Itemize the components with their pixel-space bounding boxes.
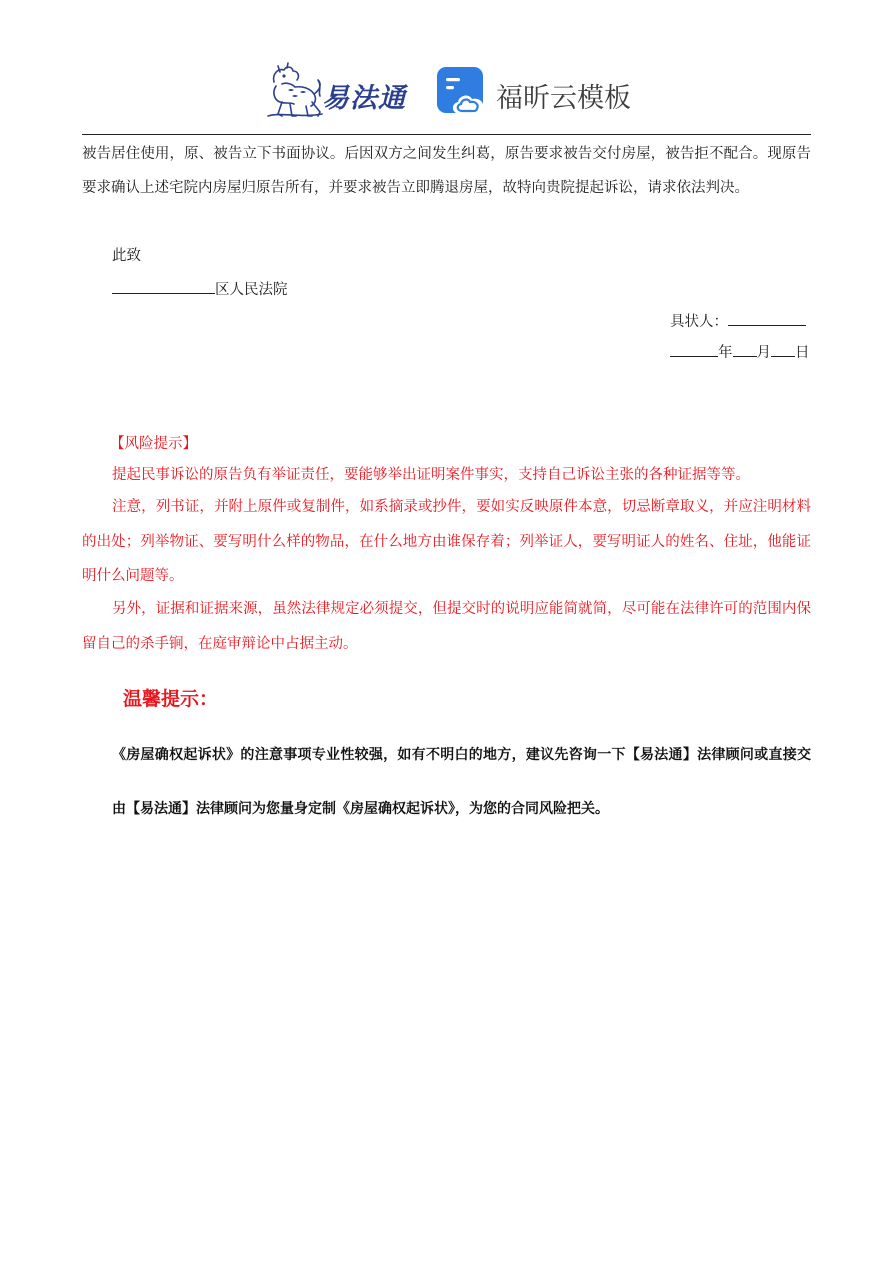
warm-tips-body: 《房屋确权起诉状》的注意事项专业性较强，如有不明白的地方，建议先咨询一下【易法通】法律顾问或直接交由【易法通】法律顾问为您量身定制《房屋确权起诉状》，为您的合同风险把关。 bbox=[112, 747, 811, 817]
court-name-blank bbox=[112, 277, 215, 294]
signer-label: 具状人： bbox=[670, 314, 728, 330]
header-divider bbox=[82, 134, 811, 135]
qilin-icon bbox=[262, 62, 324, 120]
year-blank bbox=[670, 340, 718, 357]
month-blank bbox=[733, 340, 757, 357]
date-line bbox=[670, 340, 810, 364]
yifatong-logo bbox=[262, 62, 417, 120]
signer-blank bbox=[728, 309, 806, 326]
court-line bbox=[112, 277, 288, 301]
risk-heading: 【风险提示】 bbox=[110, 436, 197, 452]
day-blank bbox=[771, 340, 795, 357]
warm-tips-heading: 温馨提示： bbox=[123, 688, 219, 710]
page-header bbox=[0, 58, 893, 128]
date-year-label: 年 bbox=[718, 345, 733, 361]
date-day-label: 日 bbox=[795, 345, 810, 361]
signer-line bbox=[670, 309, 806, 333]
fuxin-logo bbox=[436, 66, 636, 120]
salutation: 此致 bbox=[112, 248, 141, 264]
cloud-template-icon bbox=[436, 66, 488, 118]
risk-paragraph-1: 提起民事诉讼的原告负有举证责任，要能够举出证明案件事实，支持自己诉讼主张的各种证据等等。 bbox=[112, 467, 750, 483]
complaint-paragraph: 被告居住使用，原、被告立下书面协议。后因双方之间发生纠葛，原告要求被告交付房屋，被告拒不配合。现原告要求确认上述宅院内房屋归原告所有，并要求被告立即腾退房屋，故特向贵院提起诉讼，请求依法判决。 bbox=[82, 146, 811, 196]
court-suffix: 区人民法院 bbox=[215, 282, 288, 298]
risk-paragraph-2: 注意，列书证，并附上原件或复制件，如系摘录或抄件，要如实反映原件本意，切忌断章取义，并应注明材料的出处；列举物证、要写明什么样的物品，在什么地方由谁保存着；列举证人，要写明证人的姓名、住址，他能证明什么问题等。 bbox=[82, 499, 811, 584]
risk-paragraph-3: 另外，证据和证据来源，虽然法律规定必须提交，但提交时的说明应能简就简，尽可能在法律许可的范围内保留自己的杀手锏，在庭审辩论中占据主动。 bbox=[82, 601, 811, 652]
yifatong-logo-text: 易法通 bbox=[322, 83, 406, 114]
fuxin-logo-text: 福昕云模板 bbox=[496, 83, 631, 114]
date-month-label: 月 bbox=[756, 345, 771, 361]
